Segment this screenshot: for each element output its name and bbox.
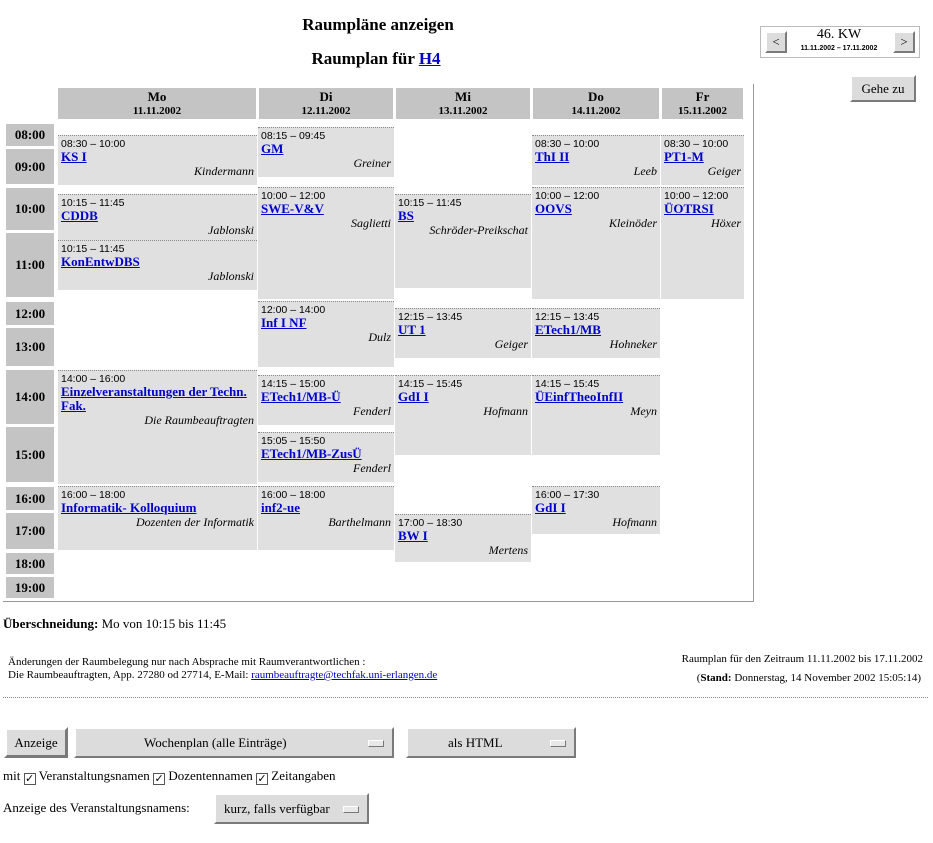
- event-link[interactable]: OOVS: [535, 201, 572, 216]
- divider: [3, 697, 928, 698]
- week-label: 46. KW: [816, 27, 862, 42]
- event-block: 10:00 – 12:00 OOVS Kleinöder: [532, 187, 660, 299]
- page-title: Raumpläne anzeigen: [302, 15, 454, 34]
- event-block: 14:15 – 15:45 ÜEinfTheoInfII Meyn: [532, 375, 660, 455]
- time-cell: 15:00: [5, 426, 55, 483]
- day-header-mo: Mo 11.11.2002: [57, 87, 257, 120]
- overlap-label: Überschneidung:: [3, 616, 99, 631]
- show-button[interactable]: Anzeige: [4, 727, 68, 758]
- event-block: 10:15 – 11:45 CDDB Jablonski 10:15 – 11:45 KonEntwDBS Jablonski: [58, 194, 257, 290]
- event-block: 15:05 – 15:50 ETech1/MB-ZusÜ Fenderl: [258, 432, 394, 482]
- event-link[interactable]: SWE-V&V: [261, 201, 324, 216]
- event-link[interactable]: KS I: [61, 149, 87, 164]
- name-display-label: Anzeige des Veranstaltungsnamens:: [3, 800, 190, 815]
- event-block: 08:30 – 10:00 KS I Kindermann: [58, 135, 257, 185]
- time-cell: 17:00: [5, 512, 55, 550]
- checkbox-lecturer-names[interactable]: ✓: [154, 772, 164, 785]
- overlap-text: Mo von 10:15 bis 11:45: [101, 616, 227, 631]
- event-block: 08:30 – 10:00 ThI II Leeb: [532, 135, 660, 185]
- time-cell: 13:00: [5, 327, 55, 367]
- day-header-fr: Fr 15.11.2002: [661, 87, 744, 120]
- time-cell: 09:00: [5, 148, 55, 185]
- event-link[interactable]: GM: [261, 141, 284, 156]
- event-block: 10:00 – 12:00 ÜOTRSI Höxer: [661, 187, 744, 299]
- event-block: 12:15 – 13:45 UT 1 Geiger: [395, 308, 531, 358]
- event-block: 17:00 – 18:30 BW I Mertens: [395, 514, 531, 562]
- goto-button[interactable]: Gehe zu: [850, 75, 916, 102]
- event-link[interactable]: UT 1: [398, 322, 426, 337]
- footer-period: Raumplan für den Zeitraum 11.11.2002 bis 17.11.2002: [681, 653, 923, 665]
- prev-week-button[interactable]: <: [765, 31, 787, 53]
- dropdown-arrow-icon: [343, 806, 359, 813]
- next-week-button[interactable]: >: [893, 31, 915, 53]
- event-link[interactable]: ETech1/MB-Ü: [261, 389, 341, 404]
- event-link[interactable]: ThI II: [535, 149, 570, 164]
- time-cell: 08:00: [5, 123, 55, 147]
- time-cell: 16:00: [5, 486, 55, 511]
- event-block: 12:00 – 14:00 Inf I NF Dulz: [258, 301, 394, 367]
- event-link[interactable]: ÜOTRSI: [664, 201, 714, 216]
- checkbox-course-names[interactable]: ✓: [24, 772, 35, 785]
- week-navigator: [760, 26, 920, 58]
- event-link[interactable]: inf2-ue: [261, 500, 300, 515]
- event-block: 16:00 – 18:00 Informatik- Kolloquium Dozenten der Informatik: [58, 486, 257, 550]
- event-link[interactable]: GdI I: [535, 500, 566, 515]
- event-link[interactable]: Einzelveranstaltungen der Techn. Fak.: [61, 384, 247, 413]
- event-link[interactable]: CDDB: [61, 208, 98, 223]
- event-link[interactable]: ETech1/MB: [535, 322, 601, 337]
- dropdown-arrow-icon: [368, 740, 384, 747]
- time-cell: 19:00: [5, 576, 55, 599]
- event-link[interactable]: ETech1/MB-ZusÜ: [261, 446, 362, 461]
- event-link[interactable]: KonEntwDBS: [61, 254, 140, 269]
- event-link[interactable]: Inf I NF: [261, 315, 307, 330]
- event-block: 10:00 – 12:00 SWE-V&V Saglietti: [258, 187, 394, 299]
- event-block: 16:00 – 18:00 inf2-ue Barthelmann: [258, 486, 394, 550]
- day-header-do: Do 14.11.2002: [532, 87, 660, 120]
- event-block: 16:00 – 17:30 GdI I Hofmann: [532, 486, 660, 534]
- name-display-select[interactable]: kurz, falls verfügbar: [214, 793, 369, 824]
- room-plan-heading: [290, 49, 462, 69]
- footer-stand: (Stand: Donnerstag, 14 November 2002 15:05:14): [696, 672, 921, 684]
- time-cell: 10:00: [5, 187, 55, 231]
- event-block: 08:15 – 09:45 GM Greiner: [258, 127, 394, 177]
- view-select[interactable]: Wochenplan (alle Einträge): [74, 727, 394, 758]
- event-block: 14:00 – 16:00 Einzelveranstaltungen der Techn. Fak. Die Raumbeauftragten: [58, 370, 257, 484]
- week-range: 11.11.2002 – 17.11.2002: [800, 45, 878, 52]
- event-block: 08:30 – 10:00 PT1-M Geiger: [661, 135, 744, 185]
- email-link[interactable]: raumbeauftragte@techfak.uni-erlangen.de: [251, 669, 438, 681]
- room-link[interactable]: H4: [418, 49, 441, 68]
- day-header-di: Di 12.11.2002: [258, 87, 394, 120]
- event-link[interactable]: ÜEinfTheoInfII: [535, 389, 624, 404]
- time-cell: 12:00: [5, 301, 55, 326]
- time-cell: 18:00: [5, 552, 55, 575]
- day-header-mi: Mi 13.11.2002: [395, 87, 531, 120]
- format-select[interactable]: als HTML: [406, 727, 576, 758]
- event-link[interactable]: PT1-M: [664, 149, 704, 164]
- event-link[interactable]: GdI I: [398, 389, 429, 404]
- event-link[interactable]: BS: [398, 208, 414, 223]
- event-link[interactable]: BW I: [398, 528, 428, 543]
- event-block: 12:15 – 13:45 ETech1/MB Hohneker: [532, 308, 660, 358]
- overlap-notice: [3, 616, 226, 632]
- event-link[interactable]: Informatik- Kolloquium: [61, 500, 197, 515]
- event-block: 14:15 – 15:00 ETech1/MB-Ü Fenderl: [258, 375, 394, 425]
- event-block: 10:15 – 11:45 BS Schröder-Preikschat: [395, 194, 531, 288]
- options-row: mit ✓ Veranstaltungsnamen ✓ Dozentennamen ✓ Zeitangaben: [3, 768, 336, 785]
- footer-note-2: Die Raumbeauftragten, App. 27280 od 27714, E-Mail: raumbeauftragte@techfak.uni-erlangen.de: [8, 669, 438, 681]
- dropdown-arrow-icon: [550, 740, 566, 747]
- time-cell: 14:00: [5, 369, 55, 425]
- time-cell: 11:00: [5, 232, 55, 298]
- checkbox-times[interactable]: ✓: [257, 772, 267, 785]
- event-block: 14:15 – 15:45 GdI I Hofmann: [395, 375, 531, 455]
- footer-note-1: Änderungen der Raumbelegung nur nach Absprache mit Raumverantwortlichen :: [8, 656, 366, 668]
- room-plan-prefix: Raumplan für: [311, 49, 415, 68]
